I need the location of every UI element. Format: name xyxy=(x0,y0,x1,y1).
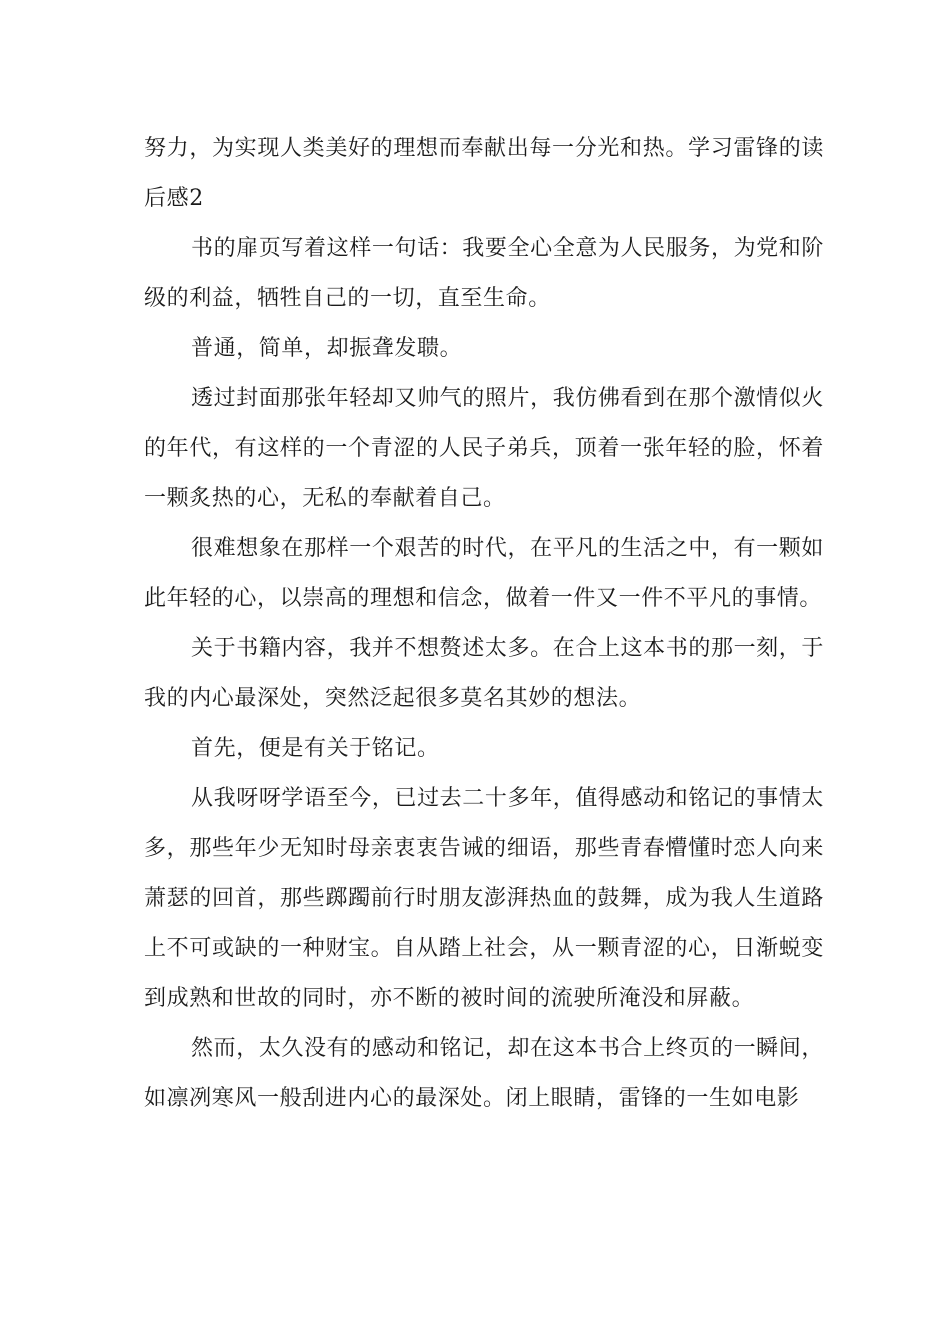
paragraph-9: 然而，太久没有的感动和铭记，却在这本书合上终页的一瞬间，如凛冽寒风一般刮进内心的最深处。闭上眼睛，雷锋的一生如电影 xyxy=(144,1036,824,1111)
paragraph-8: 从我呀呀学语至今，已过去二十多年，值得感动和铭记的事情太多，那些年少无知时母亲衷衷告诫的细语，那些青春懵懂时恋人向来萧瑟的回首，那些踯躅前行时朋友澎湃热血的鼓舞，成为我人生道路上不可或缺的一种财宝。自从踏上社会，从一颗青涩的心，日渐蜕变到成熟和世故的同时，亦不断的被时间的流驶所淹没和屏蔽。 xyxy=(144,786,824,1011)
document-page xyxy=(144,124,824,1124)
paragraph-3: 普通，简单，却振聋发聩。 xyxy=(191,336,463,361)
paragraph-4: 透过封面那张年轻却又帅气的照片，我仿佛看到在那个激情似火的年代，有这样的一个青涩的人民子弟兵，顶着一张年轻的脸，怀着一颗炙热的心，无私的奉献着自己。 xyxy=(144,386,824,511)
paragraph-1: 努力，为实现人类美好的理想而奉献出每一分光和热。学习雷锋的读后感2 xyxy=(144,136,824,211)
paragraph-2: 书的扉页写着这样一句话：我要全心全意为人民服务，为党和阶级的利益，牺牲自己的一切，直至生命。 xyxy=(144,236,824,311)
paragraph-7: 首先，便是有关于铭记。 xyxy=(191,736,440,761)
paragraph-6: 关于书籍内容，我并不想赘述太多。在合上这本书的那一刻，于我的内心最深处，突然泛起很多莫名其妙的想法。 xyxy=(144,636,824,711)
paragraph-5: 很难想象在那样一个艰苦的时代，在平凡的生活之中，有一颗如此年轻的心，以崇高的理想和信念，做着一件又一件不平凡的事情。 xyxy=(144,536,824,611)
